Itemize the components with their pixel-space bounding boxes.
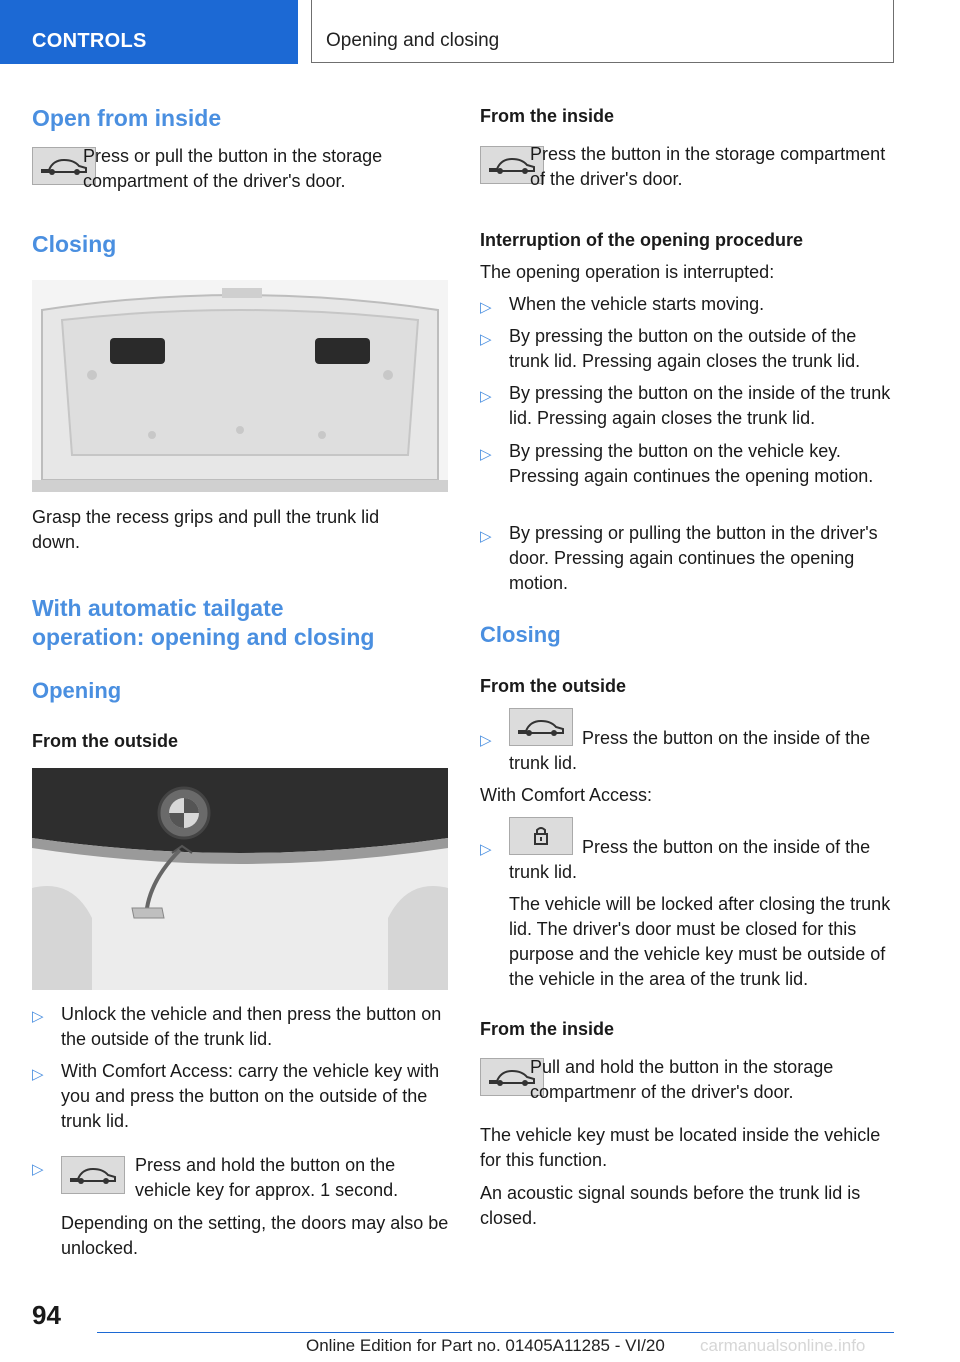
trunk-lid-illustration: [32, 280, 448, 492]
heading-interruption: Interruption of the opening procedure: [480, 230, 803, 250]
chapter-label: Opening and closing: [326, 30, 500, 51]
open-inside-text: Press or pull the button in the storage compartment of the driver's door.: [83, 146, 383, 191]
footer-divider: [97, 1332, 894, 1333]
heading-from-the-inside-2: From the inside: [480, 1019, 615, 1039]
section-label: CONTROLS: [32, 30, 147, 52]
close-comfort-text: Press the button on the inside of the trunk lid.: [509, 837, 871, 882]
bullet-icon: ▷: [480, 732, 492, 749]
comfort-access-label: With Comfort Access:: [480, 785, 653, 805]
heading-closing: Closing: [32, 231, 117, 257]
key-inside-text: The vehicle key must be located inside the vehicle for this function.: [480, 1125, 881, 1170]
heading-from-the-outside: From the outside: [32, 731, 179, 751]
bullet-icon: ▷: [480, 528, 492, 545]
close-outside-text: Press the button on the inside of the trunk lid.: [509, 728, 871, 773]
heading-automatic-tailgate-1: With automatic tailgate: [32, 595, 284, 621]
page-number: 94: [32, 1300, 61, 1330]
bullet-unlock: Unlock the vehicle and then press the button on the outside of the trunk lid.: [61, 1004, 442, 1049]
interrupt-moving: When the vehicle starts moving.: [509, 294, 765, 314]
bullet-icon: ▷: [32, 1008, 44, 1025]
heading-opening: Opening: [32, 678, 122, 703]
bullet-comfort-access: With Comfort Access: carry the vehicle key with you and press the button on the outside of the trunk lid.: [61, 1061, 440, 1131]
bullet-icon: ▷: [32, 1066, 44, 1083]
heading-from-the-outside-right: From the outside: [480, 676, 627, 696]
chapter-tab: [311, 0, 894, 63]
bullet-icon: ▷: [480, 299, 492, 316]
heading-open-from-inside: Open from inside: [32, 105, 222, 131]
tailgate-emblem-illustration: [32, 768, 448, 990]
interrupt-outside-button: By pressing the button on the outside of the trunk lid. Pressing again closes the trunk lid.: [509, 326, 861, 371]
interrupt-inside-button: By pressing the button on the inside of the trunk lid. Pressing again closes the trunk lid.: [509, 383, 891, 428]
bullet-icon: ▷: [480, 446, 492, 463]
bullet-icon: ▷: [32, 1161, 44, 1178]
section-tab: [0, 0, 298, 64]
interrupt-drivers-door: By pressing or pulling the button in the driver's door. Pressing again continues the opening motion.: [509, 523, 878, 593]
pull-hold-text: Pull and hold the button in the storage compartmenr of the driver's door.: [530, 1057, 834, 1102]
locked-note: The vehicle will be locked after closing the trunk lid. The driver's door must be closed for this purpose and the vehicle key must be outside of the vehicle in the area of the trunk lid.: [509, 894, 891, 989]
interrupt-intro: The opening operation is interrupted:: [480, 262, 775, 282]
interrupt-vehicle-key: By pressing the button on the vehicle key. Pressing again continues the opening motion.: [509, 441, 874, 486]
closing-text: Grasp the recess grips and pull the trunk lid down.: [32, 507, 380, 552]
bullet-icon: ▷: [480, 388, 492, 405]
depending-text: Depending on the setting, the doors may also be unlocked.: [61, 1213, 449, 1258]
bullet-icon: ▷: [480, 841, 492, 858]
watermark: carmanualsonline.info: [700, 1336, 866, 1355]
trunk-button-icon: [61, 1156, 125, 1194]
heading-from-the-inside: From the inside: [480, 106, 615, 126]
heading-closing-right: Closing: [480, 622, 561, 647]
bullet-key-press-hold: Press and hold the button on the vehicle key for approx. 1 second.: [135, 1155, 399, 1200]
from-inside-text: Press the button in the storage compartment of the driver's door.: [530, 144, 886, 189]
acoustic-text: An acoustic signal sounds before the trunk lid is closed.: [480, 1183, 861, 1228]
bullet-icon: ▷: [480, 331, 492, 348]
footer-edition: Online Edition for Part no. 01405A11285 - VI/20: [306, 1336, 665, 1355]
heading-automatic-tailgate-2: operation: opening and closing: [32, 624, 375, 650]
